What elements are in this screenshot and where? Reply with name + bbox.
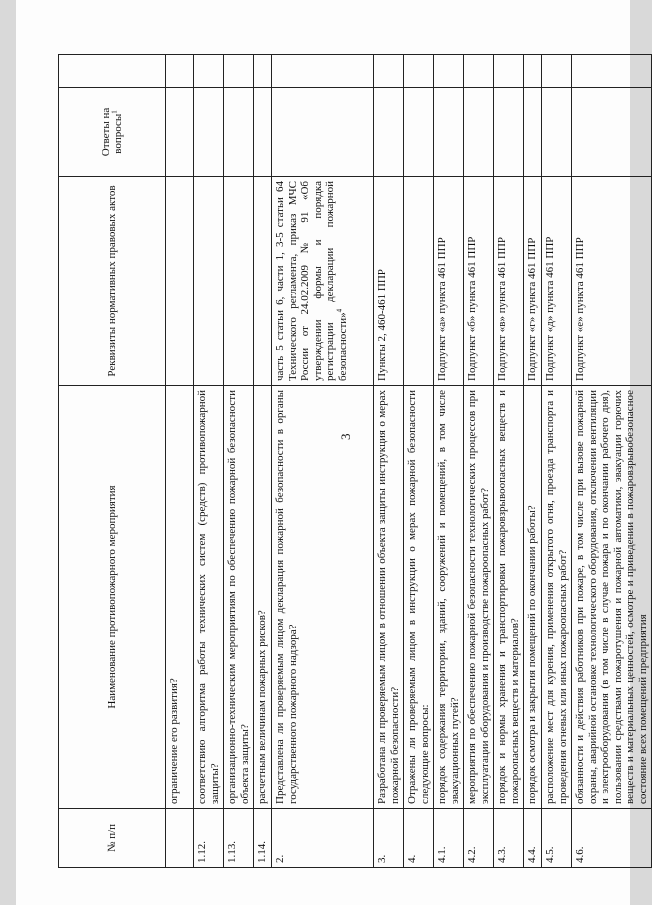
row-requisites <box>272 177 374 386</box>
table-row <box>254 55 272 868</box>
row-blank <box>434 55 464 88</box>
table-row <box>194 55 224 868</box>
row-requisites <box>464 177 494 386</box>
table-row <box>572 55 652 868</box>
row-measure: порядок и нормы хранения и транспортировки пожаровзрывоопасных веществ и пожароопасных веществ и материалов? <box>494 386 524 809</box>
table-row <box>224 55 254 868</box>
row-answer <box>374 88 404 177</box>
header-requisites: Реквизиты нормативных правовых актов <box>59 177 166 386</box>
row-answer <box>524 88 542 177</box>
row-number: 1.14. <box>254 809 272 868</box>
row-answer <box>272 88 374 177</box>
document-page <box>16 0 649 905</box>
header-name: Наименование противопожарного мероприятия <box>59 386 166 809</box>
table-row <box>434 55 464 868</box>
row-requisites-text: часть 5 статьи 6, части 1, 3-5 статьи 64 Технического регламента, приказ МЧС России от 24.02.2009 № 91 «Об утверждении формы и порядка регистрации декларации пожарной безопасности» <box>274 181 349 381</box>
header-answers <box>59 88 166 177</box>
row-requisites <box>572 177 652 386</box>
row-requisites <box>224 177 254 386</box>
table-row <box>374 55 404 868</box>
row-blank <box>272 55 374 88</box>
row-number: 1.13. <box>224 809 254 868</box>
table-row <box>494 55 524 868</box>
table-header-row <box>59 55 166 868</box>
row-answer <box>572 88 652 177</box>
row-answer <box>194 88 224 177</box>
row-requisites <box>166 177 194 386</box>
row-blank <box>166 55 194 88</box>
row-answer <box>166 88 194 177</box>
row-measure: соответствию алгоритма работы технических систем (средств) противопожарной защиты? <box>194 386 224 809</box>
row-blank <box>572 55 652 88</box>
row-blank <box>254 55 272 88</box>
row-requisites <box>194 177 224 386</box>
page-number: 3 <box>338 433 353 440</box>
header-answers-footnote: 1 <box>110 110 119 114</box>
row-requisites-footnote: 4 <box>334 308 343 313</box>
row-requisites <box>404 177 434 386</box>
row-answer <box>404 88 434 177</box>
row-measure: порядок осмотра и закрытия помещений по окончании работы? <box>524 386 542 809</box>
row-number: 2. <box>272 809 374 868</box>
row-requisites-text: Подпункт «в» пункта 461 ППР <box>496 237 508 381</box>
checklist-table <box>58 54 652 868</box>
row-requisites-text: Пункты 2, 460-461 ППР <box>376 269 388 381</box>
table-row <box>166 55 194 868</box>
row-number: 4.5. <box>542 809 572 868</box>
table-row <box>524 55 542 868</box>
header-blank <box>59 55 166 88</box>
row-number: 4.4. <box>524 809 542 868</box>
rotated-table-wrapper <box>58 56 649 868</box>
row-number: 4.3. <box>494 809 524 868</box>
row-blank <box>494 55 524 88</box>
row-requisites <box>434 177 464 386</box>
row-answer <box>542 88 572 177</box>
row-requisites <box>254 177 272 386</box>
row-requisites <box>494 177 524 386</box>
table-row <box>464 55 494 868</box>
row-number: 3. <box>374 809 404 868</box>
row-requisites <box>542 177 572 386</box>
row-answer <box>494 88 524 177</box>
row-measure: порядок содержания территории, зданий, сооружений и помещений, в том числе эвакуационных путей? <box>434 386 464 809</box>
row-requisites <box>374 177 404 386</box>
row-answer <box>254 88 272 177</box>
row-requisites-text: Подпункт «е» пункта 461 ППР <box>574 237 586 381</box>
table-row <box>542 55 572 868</box>
row-measure: Разработана ли проверяемым лицом в отношении объекта защиты инструкция о мерах пожарной безопасности? <box>374 386 404 809</box>
row-blank <box>224 55 254 88</box>
row-measure: ограничение его развития? <box>166 386 194 809</box>
row-measure: Представлена ли проверяемым лицом декларация пожарной безопасности в органы государственного пожарного надзора? <box>272 386 374 809</box>
row-requisites-text: Подпункт «д» пункта 461 ППР <box>544 236 556 381</box>
row-number: 4.2. <box>464 809 494 868</box>
table-row <box>404 55 434 868</box>
row-blank <box>374 55 404 88</box>
row-number: 1.12. <box>194 809 224 868</box>
row-number: 4.1. <box>434 809 464 868</box>
row-requisites-text: Подпункт «а» пункта 461 ППР <box>436 237 448 381</box>
row-measure: организационно-техническим мероприятиям по обеспечению пожарной безопасности объекта защиты? <box>224 386 254 809</box>
row-measure: обязанности и действия работников при пожаре, в том числе при вызове пожарной охраны, аварийной остановке технологического оборудования, отключении вентиляции и электрооборудования (в том числе в случае пожара и по окончании рабочего дня), пользовании средствами пожаротушения и пожарной автоматики, эвакуации горючих веществ и материальных ценностей, осмотре и приведении в пожаровзрывобезопасное состояние всех помещений предприятия <box>572 386 652 809</box>
row-requisites-text: Подпункт «г» пункта 461 ППР <box>526 237 538 381</box>
row-requisites-text: Подпункт «б» пункта 461 ППР <box>466 236 478 381</box>
row-measure: расчетным величинам пожарных рисков? <box>254 386 272 809</box>
header-answers-text: Ответы на вопросы <box>99 107 124 157</box>
table-body <box>166 55 652 868</box>
row-blank <box>542 55 572 88</box>
row-blank <box>194 55 224 88</box>
row-number <box>166 809 194 868</box>
row-blank <box>404 55 434 88</box>
row-blank <box>524 55 542 88</box>
row-number: 4. <box>404 809 434 868</box>
row-answer <box>464 88 494 177</box>
table-row <box>272 55 374 868</box>
header-num: № п/п <box>59 809 166 868</box>
row-blank <box>464 55 494 88</box>
row-measure: расположение мест для курения, применения открытого огня, проезда транспорта и проведения огневых или иных пожароопасных работ? <box>542 386 572 809</box>
row-requisites <box>524 177 542 386</box>
row-answer <box>224 88 254 177</box>
row-answer <box>434 88 464 177</box>
row-number: 4.6. <box>572 809 652 868</box>
row-measure: мероприятия по обеспечению пожарной безопасности технологических процессов при эксплуатации оборудования и производстве пожароопасных работ? <box>464 386 494 809</box>
row-measure: Отражены ли проверяемым лицом в инструкции о мерах пожарной безопасности следующие вопросы: <box>404 386 434 809</box>
